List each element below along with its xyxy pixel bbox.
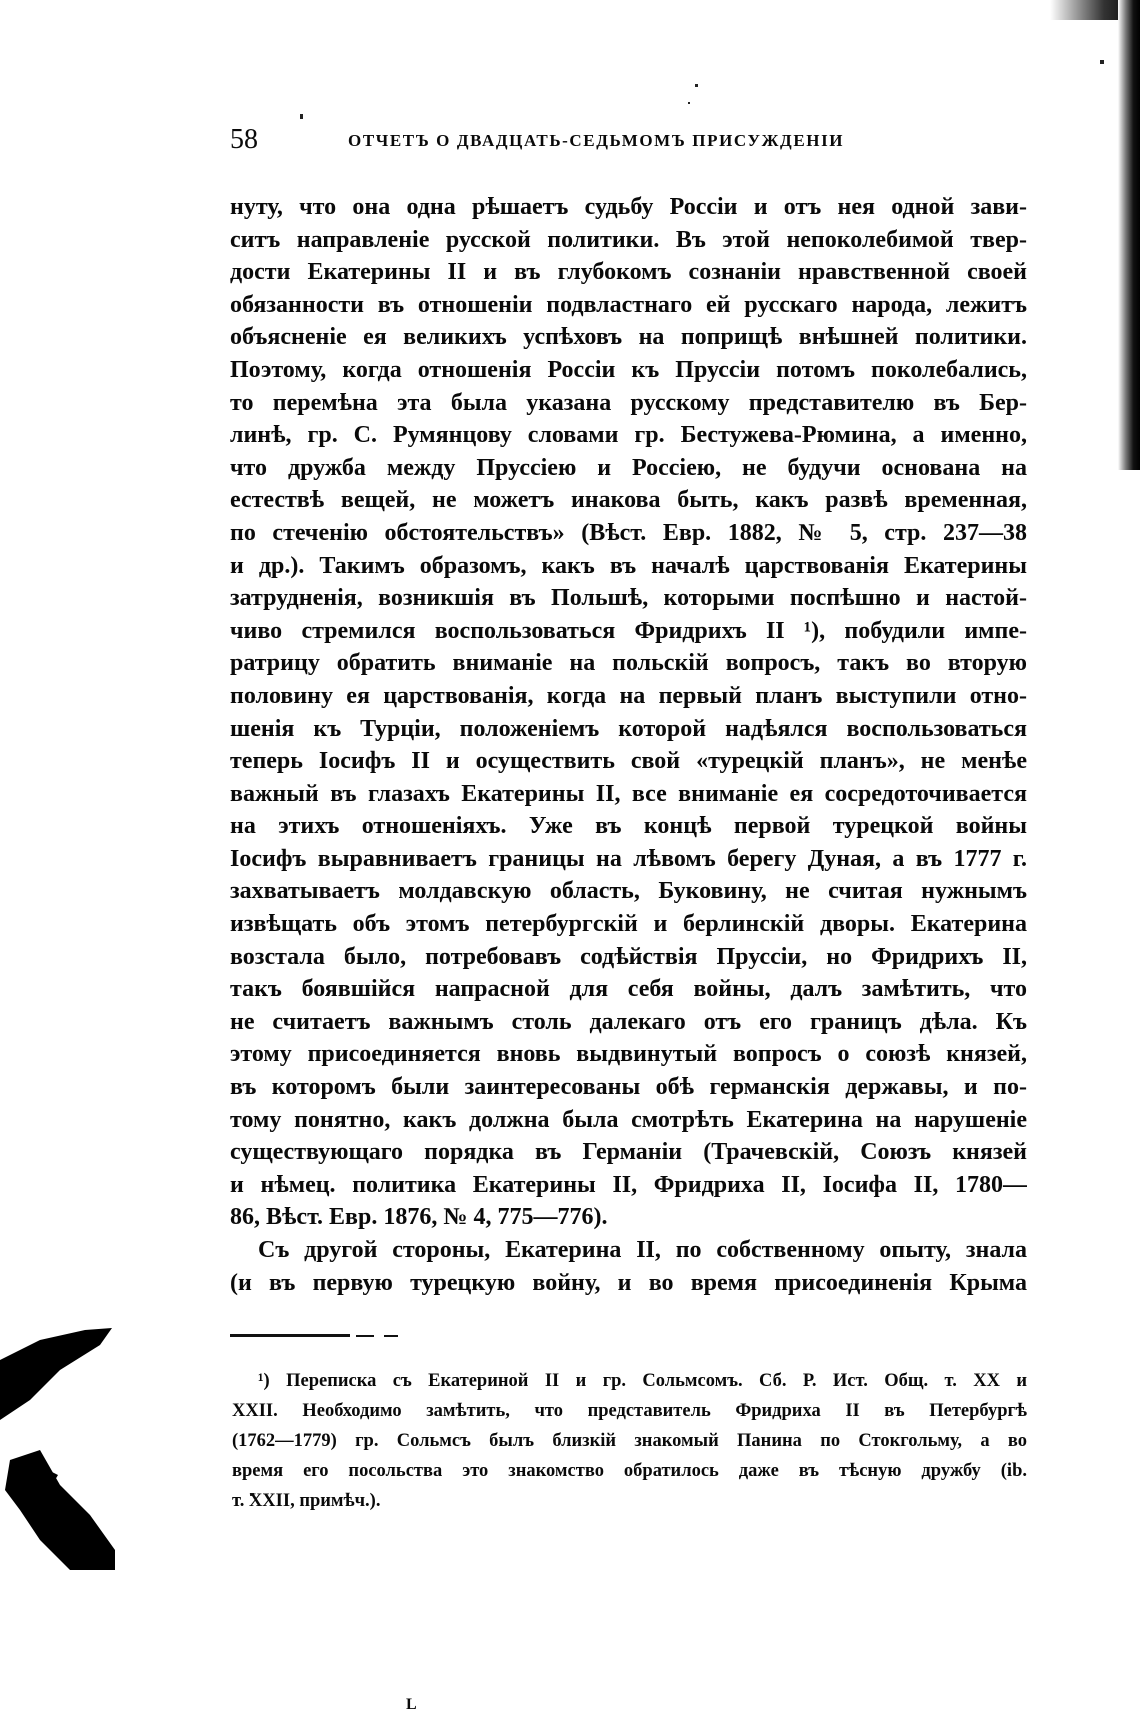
footnote-line: XXII. Необходимо замѣтить, что представитель Фридриха II въ Петербургѣ (232, 1401, 1027, 1421)
text-line: линѣ, гр. С. Румянцову словами гр. Бестужева-Рюмина, а именно, (230, 422, 1027, 449)
footnote-line: т. XXII, примѣч.). (232, 1491, 381, 1511)
text-line: тому понятно, какъ должна была смотрѣть Екатерина на нарушеніе (230, 1106, 1027, 1133)
running-head: ОТЧЕТЪ О ДВАДЦАТЬ-СЕДЬМОМЪ ПРИСУЖДЕНІИ (348, 131, 845, 150)
text-line: обязанности въ отношеніи подвластнаго ей русскаго народа, лежитъ (230, 291, 1027, 318)
text-line: естествѣ вещей, не можетъ инакова быть, какъ развѣ временная, (230, 487, 1027, 514)
text-line: дости Екатерины II и въ глубокомъ сознаніи нравственной своей (230, 259, 1027, 286)
text-line: нуту, что она одна рѣшаетъ судьбу Россіи и отъ нея одной зави- (230, 194, 1027, 220)
text-line: половину ея царствованія, когда на первый планъ выступили отно- (230, 682, 1027, 709)
footnote-rule (384, 1335, 398, 1337)
footnotes (232, 1366, 1027, 1516)
footnote-line: (1762—1779) гр. Сольмсъ былъ близкій знакомый Панина по Стокгольму, а во (232, 1431, 1027, 1451)
text-line: объясненіе ея великихъ успѣховъ на поприщѣ внѣшней политики. (230, 324, 1027, 351)
text-line: въ которомъ были заинтересованы обѣ германскія державы, и по- (230, 1074, 1027, 1101)
text-line: и нѣмец. политика Екатерины II, Фридриха II, Іосифа II, 1780— (230, 1171, 1027, 1198)
text-line: что дружба между Пруссіею и Россіею, не будучи основана на (230, 454, 1027, 481)
text-line: на этихъ отношеніяхъ. Уже въ концѣ первой турецкой войны (230, 813, 1027, 840)
footnote-rule (356, 1335, 374, 1337)
text-line: шенія къ Турціи, положеніемъ которой надѣялся воспользоваться (230, 715, 1027, 742)
page-header (230, 124, 1030, 160)
text-line: не считаетъ важнымъ столь далекаго отъ его границъ дѣла. Къ (230, 1008, 1027, 1035)
text-line: (и въ первую турецкую войну, и во время присоединенія Крыма (230, 1269, 1027, 1296)
text-line: Поэтому, когда отношенія Россіи къ Пруссіи потомъ поколебались, (230, 356, 1027, 383)
text-line: этому присоединяется вновь выдвинутый вопросъ о союзѣ князей, (230, 1041, 1027, 1068)
text-line: важный въ глазахъ Екатерины II, все вниманіе ея сосредоточивается (230, 780, 1027, 807)
text-line: существующаго порядка въ Германіи (Трачевскій, Союзъ князей (230, 1139, 1027, 1166)
text-line: ситъ направленіе русской политики. Въ этой непоколебимой твер- (230, 226, 1027, 253)
scan-shadow-right-edge (1118, 0, 1140, 470)
text-line: Іосифъ выравниваетъ границы на лѣвомъ берегу Дуная, а въ 1777 г. (230, 845, 1027, 872)
footnote-line: ¹) Переписка съ Екатериной II и гр. Сольмсомъ. Сб. Р. Ист. Общ. т. XX и (258, 1371, 1027, 1391)
text-line: извѣщать объ этомъ петербургскій и берлинскій дворы. Екатерина (230, 911, 1027, 938)
text-line: чиво стремился воспользоваться Фридрихъ II ¹), побудили импе- (230, 617, 1027, 644)
text-line: возстала было, потребовавъ содѣйствія Пруссіи, но Фридрихъ II, (230, 943, 1027, 970)
text-line: теперь Іосифъ II и осуществить свой «турецкій планъ», не менѣе (230, 748, 1027, 775)
body-text (230, 191, 1027, 1299)
text-line: ратрицу обратить вниманіе на польскій вопросъ, такъ во вторую (230, 650, 1027, 677)
page-number: 58 (230, 124, 258, 155)
text-line: по стеченію обстоятельствъ» (Вѣст. Евр. 1882, № 5, стр. 237—38 (230, 519, 1027, 546)
text-line: такъ боявшійся напрасной для себя войны, далъ замѣтить, что (230, 976, 1027, 1003)
footnote-rule (230, 1334, 350, 1337)
scan-ink-blot-left (0, 1300, 115, 1570)
bottom-mark: L (406, 1696, 417, 1713)
footnote-line: время его посольства это знакомство обратилось даже въ тѣсную дружбу (ib. (232, 1461, 1027, 1481)
text-line: и др.). Такимъ образомъ, какъ въ началѣ царствованія Екатерины (230, 552, 1027, 579)
text-line: затрудненія, возникшія въ Польшѣ, которыми поспѣшно и настой- (230, 585, 1027, 612)
text-line: Съ другой стороны, Екатерина II, по собственному опыту, знала (258, 1237, 1027, 1263)
text-line: захватываетъ молдавскую область, Буковину, не считая нужнымъ (230, 878, 1027, 905)
text-line: 86, Вѣст. Евр. 1876, № 4, 775—776). (230, 1204, 608, 1231)
text-line: то перемѣна эта была указана русскому представителю въ Бер- (230, 389, 1027, 416)
